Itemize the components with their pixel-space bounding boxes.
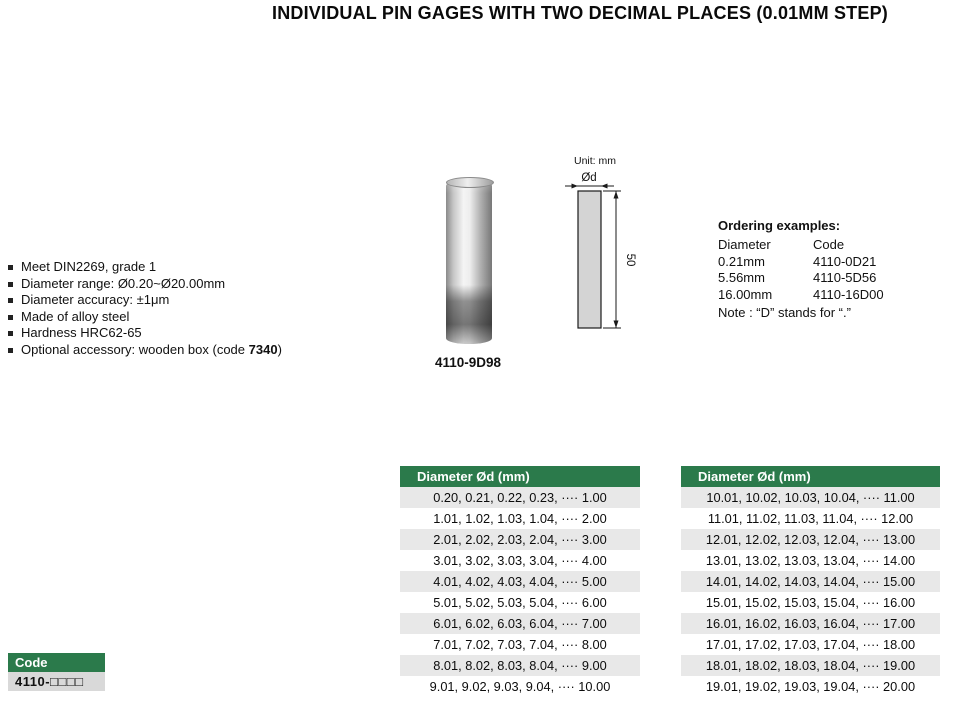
ordering-examples bbox=[718, 218, 948, 321]
bullet-square-icon bbox=[8, 331, 13, 336]
page-title: INDIVIDUAL PIN GAGES WITH TWO DECIMAL PLACES (0.01MM STEP) bbox=[272, 3, 888, 23]
product-model-label: 4110-9D98 bbox=[434, 355, 502, 370]
bullet-square-icon bbox=[8, 282, 13, 287]
ordering-row: 16.00mm 4110-16D00 bbox=[718, 286, 884, 302]
table-row: 3.01, 3.02, 3.03, 3.04, ···· 4.00 bbox=[400, 550, 640, 571]
list-item bbox=[8, 342, 408, 359]
table-row: 16.01, 16.02, 16.03, 16.04, ···· 17.00 bbox=[681, 613, 940, 634]
table-row: 5.01, 5.02, 5.03, 5.04, ···· 6.00 bbox=[400, 592, 640, 613]
list-item bbox=[8, 325, 408, 342]
technical-drawing bbox=[560, 148, 652, 348]
unit-label: Unit: mm bbox=[574, 155, 616, 167]
diameter-table-2 bbox=[681, 466, 940, 697]
table-row: 8.01, 8.02, 8.03, 8.04, ···· 9.00 bbox=[400, 655, 640, 676]
table-row: 17.01, 17.02, 17.03, 17.04, ···· 18.00 bbox=[681, 634, 940, 655]
ordering-row: 5.56mm 4110-5D56 bbox=[718, 270, 877, 286]
ordering-row: 0.21mm 4110-0D21 bbox=[718, 253, 877, 269]
table-row: 14.01, 14.02, 14.03, 14.04, ···· 15.00 bbox=[681, 571, 940, 592]
ordering-title: Ordering examples: bbox=[718, 218, 841, 233]
table-row: 7.01, 7.02, 7.03, 7.04, ···· 8.00 bbox=[400, 634, 640, 655]
length-dim-label: 50 bbox=[624, 253, 636, 267]
bullet-square-icon bbox=[8, 348, 13, 353]
table-row: 4.01, 4.02, 4.03, 4.04, ···· 5.00 bbox=[400, 571, 640, 592]
table-row: 11.01, 11.02, 11.03, 11.04, ···· 12.00 bbox=[681, 508, 940, 529]
diameter-dim-label: Ød bbox=[581, 172, 597, 184]
code-block bbox=[8, 653, 105, 691]
feature-text: Diameter range: Ø0.20~Ø20.00mm bbox=[21, 275, 226, 291]
feature-text: Diameter accuracy: ±1μm bbox=[21, 292, 170, 308]
table-row: 13.01, 13.02, 13.03, 13.04, ···· 14.00 bbox=[681, 550, 940, 571]
table-row: 19.01, 19.02, 19.03, 19.04, ···· 20.00 bbox=[681, 676, 940, 697]
accessory-code: 7340 bbox=[248, 341, 278, 357]
bullet-square-icon bbox=[8, 298, 13, 303]
table-header: Diameter Ød (mm) bbox=[400, 466, 640, 487]
table-row: 10.01, 10.02, 10.03, 10.04, ···· 11.00 bbox=[681, 487, 940, 508]
table-row: 18.01, 18.02, 18.03, 18.04, ···· 19.00 bbox=[681, 655, 940, 676]
pin-outline bbox=[578, 191, 601, 328]
feature-text: Meet DIN2269, grade 1 bbox=[21, 259, 157, 274]
table-row: 15.01, 15.02, 15.03, 15.04, ···· 16.00 bbox=[681, 592, 940, 613]
feature-text: Hardness HRC62-65 bbox=[21, 325, 142, 341]
pin-gage-photo bbox=[446, 180, 492, 344]
list-item bbox=[8, 259, 408, 276]
list-item bbox=[8, 292, 408, 309]
table-header: Diameter Ød (mm) bbox=[681, 466, 940, 487]
pin-top-face bbox=[446, 177, 494, 188]
feature-text: Optional accessory: wooden box (code 7340) bbox=[21, 341, 282, 357]
table-row: 2.01, 2.02, 2.03, 2.04, ···· 3.00 bbox=[400, 529, 640, 550]
code-header: Code bbox=[8, 653, 105, 672]
table-row: 12.01, 12.02, 12.03, 12.04, ···· 13.00 bbox=[681, 529, 940, 550]
ordering-column-headers: Diameter Code bbox=[718, 237, 845, 253]
table-row: 0.20, 0.21, 0.22, 0.23, ···· 1.00 bbox=[400, 487, 640, 508]
list-item bbox=[8, 309, 408, 326]
table-row: 6.01, 6.02, 6.03, 6.04, ···· 7.00 bbox=[400, 613, 640, 634]
bullet-square-icon bbox=[8, 265, 13, 270]
table-row: 1.01, 1.02, 1.03, 1.04, ···· 2.00 bbox=[400, 508, 640, 529]
code-value: 4110-□□□□ bbox=[8, 672, 105, 691]
list-item bbox=[8, 276, 408, 293]
feature-list bbox=[8, 259, 408, 359]
diameter-table-1 bbox=[400, 466, 640, 697]
bullet-square-icon bbox=[8, 315, 13, 320]
ordering-note: Note : “D” stands for “.” bbox=[718, 305, 851, 321]
feature-text: Made of alloy steel bbox=[21, 308, 130, 324]
table-row: 9.01, 9.02, 9.03, 9.04, ···· 10.00 bbox=[400, 676, 640, 697]
